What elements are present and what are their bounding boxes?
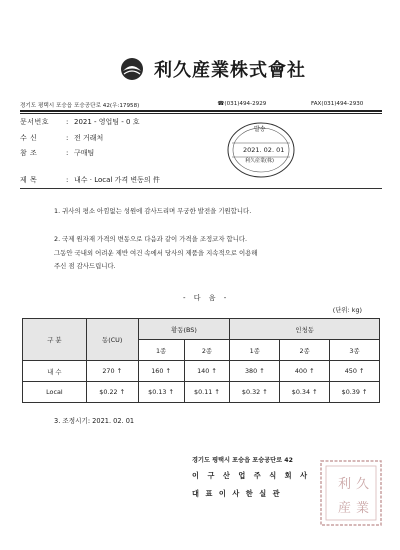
up-arrow-icon: ↑: [119, 388, 126, 396]
body-paragraph-2-line2: 그동안 국내외 어려운 제반 여건 속에서 당사의 제품을 지속적으로 이용해: [54, 249, 258, 257]
header-category: 구 분: [23, 319, 87, 361]
body-paragraph-2: 2. 국제 원자재 가격의 변동으로 다음과 같이 가격을 조정코자 합니다.: [54, 235, 248, 243]
subheader-cell: 3종: [330, 340, 380, 361]
price-cell: 380 ↑: [230, 361, 280, 382]
svg-text:業: 業: [356, 501, 370, 516]
recipient-row: 수 신 : 전 거래처: [20, 134, 104, 142]
price-cell: $0.39 ↑: [330, 382, 380, 403]
svg-text:久: 久: [356, 477, 370, 492]
signature-address: 경기도 평택시 포승읍 포승공단로 42: [192, 457, 293, 464]
up-arrow-icon: ↑: [312, 388, 318, 396]
price-cell: $0.32 ↑: [230, 382, 280, 403]
signature-ceo: 대 표 이 사 한 실 관: [192, 489, 282, 498]
header-rule-thin: [20, 113, 382, 114]
price-cell: $0.34 ↑: [280, 382, 330, 403]
up-arrow-icon: ↑: [211, 367, 217, 375]
up-arrow-icon: ↑: [259, 367, 265, 375]
dispatch-stamp: [226, 121, 296, 179]
up-arrow-icon: ↑: [168, 388, 174, 396]
company-header: [120, 56, 306, 82]
adjustment-date: 3. 조정시기: 2021. 02. 01: [54, 417, 135, 425]
up-arrow-icon: ↑: [214, 388, 220, 396]
subject-row: 제 목 : 내수 · Local 가격 변동의 件: [20, 176, 160, 184]
table-row: [23, 361, 380, 382]
cc-row: 참 조 : 구매팀: [20, 149, 95, 157]
up-arrow-icon: ↑: [358, 367, 365, 375]
subheader-cell: 1종: [138, 340, 184, 361]
doc-number-row: 문서번호 : 2021 - 영업팀 - 0 호: [20, 118, 140, 126]
price-cell: 270 ↑: [86, 361, 138, 382]
doc-number-label: 문서번호: [20, 118, 50, 126]
price-cell: 140 ↑: [184, 361, 230, 382]
header-cu: 동(CU): [86, 319, 138, 361]
stamp-date: 2021. 02. 01: [243, 146, 285, 154]
row-label: 내 수: [23, 361, 87, 382]
table-unit: (단위: kg): [332, 306, 362, 314]
up-arrow-icon: ↑: [116, 367, 123, 375]
svg-text:利: 利: [338, 477, 352, 492]
subject-rule: [20, 188, 382, 189]
company-fax: FAX(031)494-2930: [311, 101, 364, 107]
doc-number-value: 2021 - 영업팀 - 0 호: [74, 118, 140, 126]
company-seal-icon: [318, 458, 384, 528]
body-paragraph-1: 1. 귀사의 평소 아낌없는 성원에 감사드리며 무궁한 발전을 기원합니다.: [54, 207, 252, 215]
recipient-value: 전 거래처: [74, 134, 104, 142]
price-cell: $0.11 ↑: [184, 382, 230, 403]
up-arrow-icon: ↑: [361, 388, 368, 396]
subheader-cell: 2종: [280, 340, 330, 361]
table-header-row: [23, 319, 380, 340]
price-cell: $0.13 ↑: [138, 382, 184, 403]
cc-value: 구매팀: [74, 149, 95, 157]
recipient-label: 수 신: [20, 134, 38, 142]
up-arrow-icon: ↑: [262, 388, 268, 396]
table-row: [23, 382, 380, 403]
header-ns: 인청동: [230, 319, 380, 340]
company-tel: ☎(031)494-2929: [217, 101, 267, 107]
address-row: [20, 101, 380, 109]
header-bs: 황동(BS): [138, 319, 230, 340]
stamp-company: 利久産業(株): [245, 158, 274, 164]
table-title: - 다 음 -: [183, 294, 230, 302]
up-arrow-icon: ↑: [165, 367, 171, 375]
subheader-cell: 2종: [184, 340, 230, 361]
signature-company: 이 구 산 업 주 식 회 사: [192, 471, 311, 480]
subject-value: 내수 · Local 가격 변동의 件: [74, 176, 160, 184]
company-logo-icon: [120, 57, 144, 81]
svg-text:産: 産: [338, 501, 352, 516]
price-cell: $0.22 ↑: [86, 382, 138, 403]
subject-label: 제 목: [20, 176, 38, 184]
row-label: Local: [23, 382, 87, 403]
stamp-label: 발송: [254, 126, 266, 133]
company-address: 경기도 평택시 포승읍 포승공단로 42(우:17958): [20, 103, 140, 109]
price-cell: 400 ↑: [280, 361, 330, 382]
price-table: [22, 318, 380, 403]
header-rule: [20, 110, 382, 112]
body-paragraph-2-line3: 주신 점 감사드립니다.: [54, 262, 116, 270]
price-cell: 160 ↑: [138, 361, 184, 382]
subheader-cell: 1종: [230, 340, 280, 361]
price-cell: 450 ↑: [330, 361, 380, 382]
cc-label: 참 조: [20, 149, 38, 157]
up-arrow-icon: ↑: [309, 367, 315, 375]
company-name: 利久産業株式會社: [154, 60, 306, 81]
